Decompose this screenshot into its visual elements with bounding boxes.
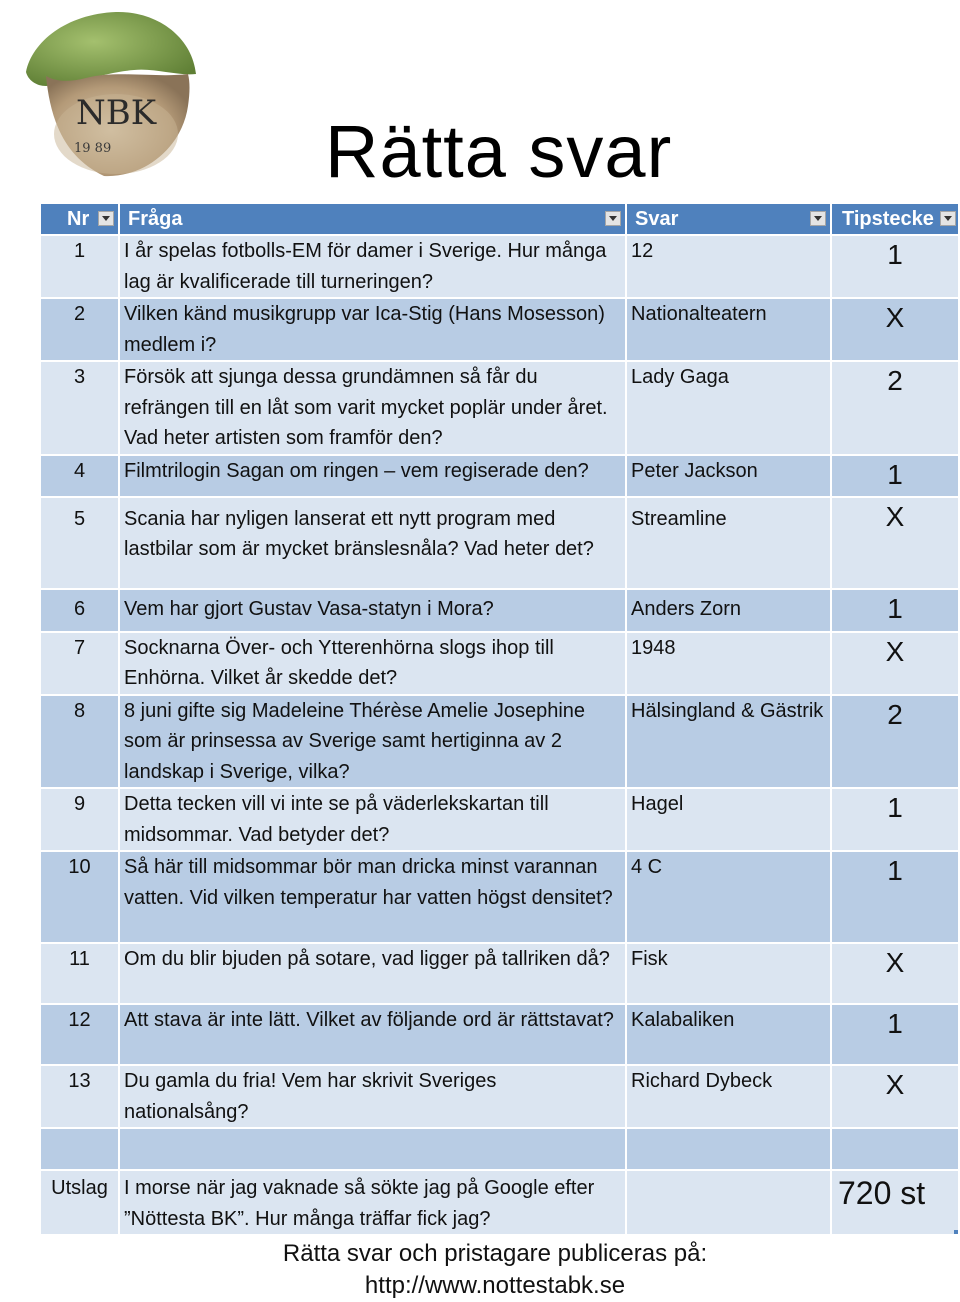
row-tip	[831, 788, 959, 851]
row-tip	[831, 589, 959, 632]
row-answer: 4 C	[626, 851, 831, 943]
row-answer: Hälsingland & Gästrik	[626, 695, 831, 789]
row-tip	[831, 298, 959, 361]
row-question: Scania har nyligen lanserat ett nytt program med lastbilar som är mycket bränslesnåla? Vad heter det?	[119, 497, 626, 589]
hazelnut-logo	[6, 6, 202, 184]
table-row	[40, 235, 959, 298]
table-row	[40, 298, 959, 361]
row-nr: 6	[40, 589, 119, 632]
row-nr: 11	[40, 943, 119, 1004]
header-answer	[626, 203, 831, 235]
table-row	[40, 589, 959, 632]
fill-handle	[954, 1230, 958, 1234]
row-answer: Kalabaliken	[626, 1004, 831, 1065]
row-nr: 4	[40, 455, 119, 497]
logo-year: 19 89	[74, 141, 112, 156]
tiebreak-row	[40, 1170, 959, 1235]
row-question: Filmtrilogin Sagan om ringen – vem regiserade den?	[119, 455, 626, 497]
row-tip	[831, 632, 959, 695]
row-answer: 12	[626, 235, 831, 298]
row-tip	[831, 455, 959, 497]
tiebreak-value: 720 st	[838, 1175, 926, 1211]
tiebreak-value-cell	[831, 1170, 959, 1235]
row-nr: 7	[40, 632, 119, 695]
row-tip	[831, 1065, 959, 1128]
row-question: Du gamla du fria! Vem har skrivit Sveriges nationalsång?	[119, 1065, 626, 1128]
row-question: 8 juni gifte sig Madeleine Thérèse Amelie Josephine som är prinsessa av Sverige samt hertiginna av 2 landskap i Sverige, vilka?	[119, 695, 626, 789]
table-row	[40, 1004, 959, 1065]
tiebreak-answer	[626, 1170, 831, 1235]
row-question: Socknarna Över- och Ytterenhörna slogs ihop till Enhörna. Vilket år skedde det?	[119, 632, 626, 695]
empty-cell	[119, 1128, 626, 1170]
header-tip	[831, 203, 959, 235]
filter-dropdown-icon[interactable]	[940, 211, 956, 226]
row-question: Vem har gjort Gustav Vasa-statyn i Mora?	[119, 589, 626, 632]
header-question	[119, 203, 626, 235]
row-tip-value: X	[885, 500, 905, 532]
row-nr: 2	[40, 298, 119, 361]
row-question: Detta tecken vill vi inte se på väderlekskartan till midsommar. Vad betyder det?	[119, 788, 626, 851]
row-tip-value: X	[885, 302, 905, 333]
row-tip	[831, 851, 959, 943]
row-answer: Nationalteatern	[626, 298, 831, 361]
filter-dropdown-icon[interactable]	[98, 211, 114, 226]
row-question: Vilken känd musikgrupp var Ica-Stig (Hans Mosesson) medlem i?	[119, 298, 626, 361]
row-tip-value: 2	[887, 365, 903, 396]
row-nr: 8	[40, 695, 119, 789]
row-question: Så här till midsommar bör man dricka minst varannan vatten. Vid vilken temperatur har vatten högst densitet?	[119, 851, 626, 943]
row-tip-value: 2	[887, 698, 903, 730]
table-row	[40, 455, 959, 497]
row-nr: 5	[40, 497, 119, 589]
table-row	[40, 497, 959, 589]
row-answer: Fisk	[626, 943, 831, 1004]
table-row	[40, 361, 959, 455]
row-answer: Richard Dybeck	[626, 1065, 831, 1128]
row-nr: 9	[40, 788, 119, 851]
header-nr-label: Nr	[67, 208, 90, 230]
row-answer: Hagel	[626, 788, 831, 851]
answers-table	[39, 202, 960, 1236]
table-row	[40, 943, 959, 1004]
tiebreak-question: I morse när jag vaknade så sökte jag på Google efter ”Nöttesta BK”. Hur många träffar fick jag?	[119, 1170, 626, 1235]
empty-cell	[831, 1128, 959, 1170]
row-question: Om du blir bjuden på sotare, vad ligger på tallriken då?	[119, 943, 626, 1004]
row-nr: 13	[40, 1065, 119, 1128]
row-answer: 1948	[626, 632, 831, 695]
header-tip-label: Tipstecke	[842, 208, 934, 230]
row-tip	[831, 943, 959, 1004]
empty-cell	[626, 1128, 831, 1170]
header-row	[40, 203, 959, 235]
row-tip-value: 1	[887, 458, 903, 490]
row-tip-value: X	[885, 1069, 905, 1100]
row-tip	[831, 695, 959, 789]
logo-text: NBK	[76, 93, 157, 133]
table-row	[40, 788, 959, 851]
row-nr: 12	[40, 1004, 119, 1065]
filter-dropdown-icon[interactable]	[810, 211, 826, 226]
row-tip-value: 1	[887, 239, 903, 270]
row-tip-value: X	[885, 635, 905, 667]
row-nr: 3	[40, 361, 119, 455]
tiebreak-label: Utslag	[40, 1170, 119, 1235]
row-answer: Peter Jackson	[626, 455, 831, 497]
page-title: Rätta svar	[325, 110, 673, 193]
footer-text: Rätta svar och pristagare publiceras på:	[282, 1240, 708, 1267]
row-tip	[831, 497, 959, 589]
row-answer: Lady Gaga	[626, 361, 831, 455]
footer	[0, 1238, 960, 1302]
header-answer-label: Svar	[635, 208, 679, 230]
row-tip	[831, 361, 959, 455]
empty-cell	[40, 1128, 119, 1170]
table-row	[40, 851, 959, 943]
header-question-label: Fråga	[128, 208, 183, 230]
row-tip	[831, 235, 959, 298]
header-nr	[40, 203, 119, 235]
filter-dropdown-icon[interactable]	[605, 211, 621, 226]
row-tip-value: 1	[887, 592, 903, 624]
row-tip	[831, 1004, 959, 1065]
row-answer: Anders Zorn	[626, 589, 831, 632]
table-row	[40, 1065, 959, 1128]
row-question: I år spelas fotbolls-EM för damer i Sverige. Hur många lag är kvalificerade till turneringen?	[119, 235, 626, 298]
row-nr: 10	[40, 851, 119, 943]
row-question: Att stava är inte lätt. Vilket av följande ord är rättstavat?	[119, 1004, 626, 1065]
empty-row	[40, 1128, 959, 1170]
row-tip-value: 1	[887, 1008, 903, 1039]
row-answer: Streamline	[626, 497, 831, 589]
row-tip-value: 1	[887, 792, 903, 823]
footer-link[interactable]: http://www.nottestabk.se	[364, 1272, 626, 1299]
table-row	[40, 632, 959, 695]
row-nr: 1	[40, 235, 119, 298]
table-row	[40, 695, 959, 789]
row-question: Försök att sjunga dessa grundämnen så får du refrängen till en låt som varit mycket poplär under året. Vad heter artisten som framför den?	[119, 361, 626, 455]
row-tip-value: 1	[887, 855, 903, 886]
row-tip-value: X	[885, 947, 905, 978]
